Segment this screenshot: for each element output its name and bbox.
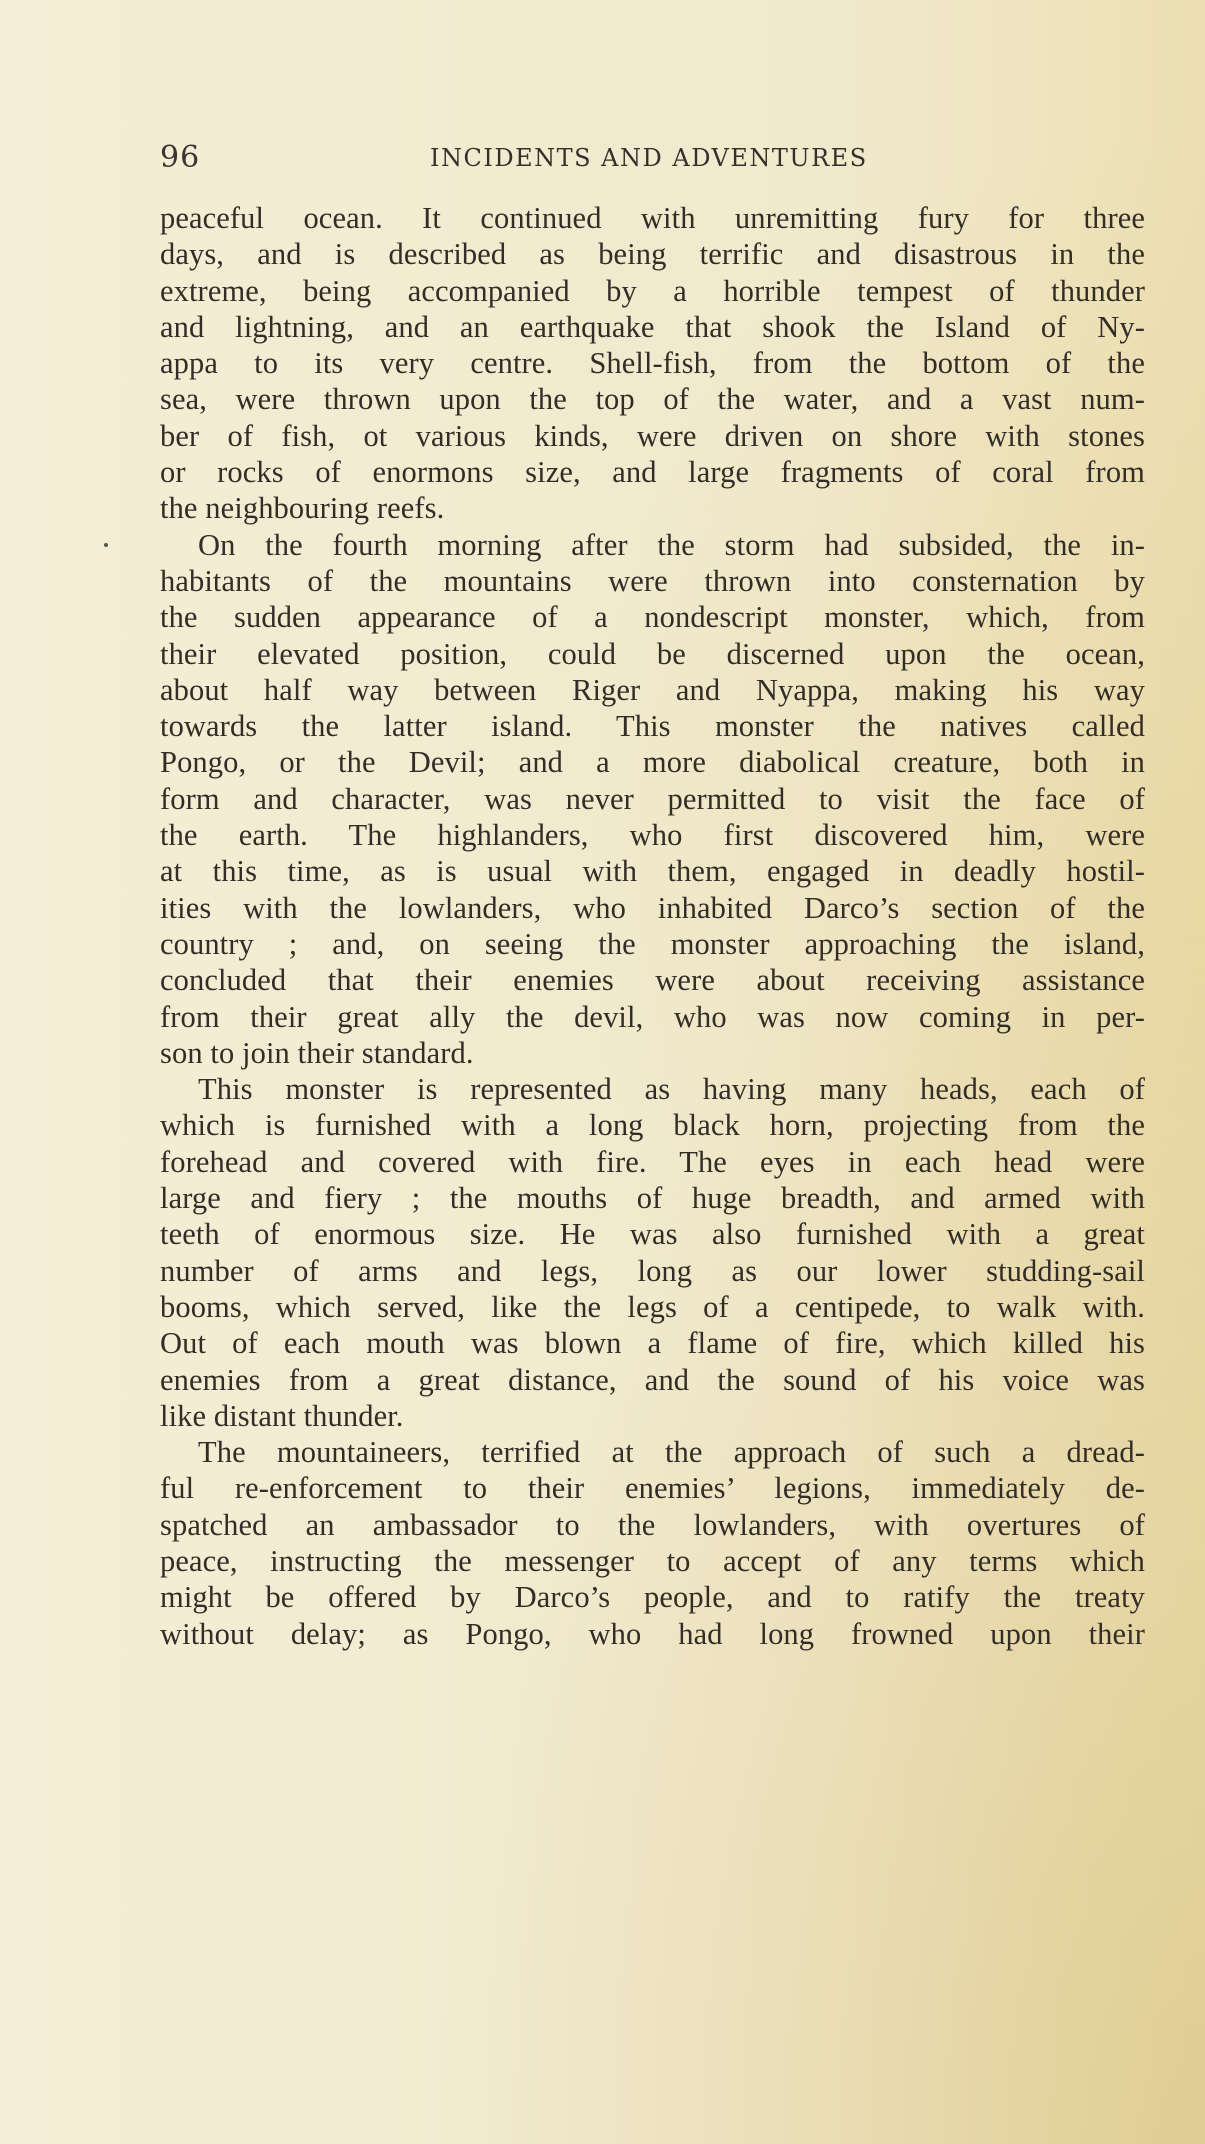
- text-line: which is furnished with a long black horn, projecting from the: [160, 1108, 1145, 1143]
- text-line: extreme, being accompanied by a horrible tempest of thunder: [160, 273, 1145, 308]
- text-line: like distant thunder.: [160, 1398, 404, 1433]
- text-line: at this time, as is usual with them, engaged in deadly hostil-: [160, 854, 1145, 889]
- text-line: the sudden appearance of a nondescript monster, which, from: [160, 600, 1145, 635]
- text-line: or rocks of enormons size, and large fragments of coral from: [160, 455, 1145, 490]
- margin-mark: [104, 543, 108, 547]
- text-line: ber of fish, ot various kinds, were driven on shore with stones: [160, 418, 1145, 453]
- text-line: without delay; as Pongo, who had long frowned upon their: [160, 1616, 1145, 1651]
- text-line: peace, instructing the messenger to accept of any terms which: [160, 1543, 1145, 1578]
- page-header: [160, 140, 1145, 180]
- text-line: ful re-enforcement to their enemies’ legions, immediately de-: [160, 1471, 1145, 1506]
- text-line: enemies from a great distance, and the sound of his voice was: [160, 1362, 1145, 1397]
- paragraph: [160, 200, 1145, 527]
- paragraph: [160, 1434, 1145, 1652]
- paragraph: [160, 527, 1145, 1071]
- text-line: ities with the lowlanders, who inhabited Darco’s section of the: [160, 890, 1145, 925]
- running-head: INCIDENTS AND ADVENTURES: [430, 144, 868, 172]
- text-line: towards the latter island. This monster the natives called: [160, 709, 1145, 744]
- text-line: about half way between Riger and Nyappa, making his way: [160, 672, 1145, 707]
- text-line: their elevated position, could be discerned upon the ocean,: [160, 636, 1145, 671]
- text-line: On the fourth morning after the storm had subsided, the in-: [198, 527, 1145, 562]
- text-line: number of arms and legs, long as our lower studding-sail: [160, 1253, 1145, 1288]
- text-line: country ; and, on seeing the monster approaching the island,: [160, 926, 1145, 961]
- text-line: sea, were thrown upon the top of the water, and a vast num-: [160, 382, 1145, 417]
- text-line: Out of each mouth was blown a flame of fire, which killed his: [160, 1326, 1145, 1361]
- text-line: son to join their standard.: [160, 1035, 474, 1070]
- paragraph: [160, 1071, 1145, 1434]
- text-line: peaceful ocean. It continued with unremitting fury for three: [160, 201, 1145, 235]
- text-line: teeth of enormous size. He was also furnished with a great: [160, 1217, 1145, 1252]
- page-number: 96: [160, 140, 201, 175]
- text-line: might be offered by Darco’s people, and to ratify the treaty: [160, 1580, 1145, 1615]
- text-line: Pongo, or the Devil; and a more diabolical creature, both in: [160, 745, 1145, 780]
- text-line: and lightning, and an earthquake that shook the Island of Ny-: [160, 309, 1145, 344]
- text-line: forehead and covered with fire. The eyes in each head were: [160, 1144, 1145, 1179]
- body-text: [160, 200, 1145, 1652]
- text-line: form and character, was never permitted to visit the face of: [160, 781, 1145, 816]
- text-line: habitants of the mountains were thrown into consternation by: [160, 563, 1145, 598]
- text-line: appa to its very centre. Shell-fish, from the bottom of the: [160, 346, 1145, 381]
- text-line: This monster is represented as having many heads, each of: [198, 1072, 1145, 1107]
- text-line: booms, which served, like the legs of a centipede, to walk with.: [160, 1289, 1145, 1324]
- text-line: The mountaineers, terrified at the approach of such a dread-: [198, 1435, 1145, 1470]
- text-line: from their great ally the devil, who was now coming in per-: [160, 999, 1145, 1034]
- text-line: spatched an ambassador to the lowlanders, with overtures of: [160, 1507, 1145, 1542]
- text-line: large and fiery ; the mouths of huge breadth, and armed with: [160, 1181, 1145, 1216]
- text-line: the neighbouring reefs.: [160, 491, 445, 526]
- text-line: days, and is described as being terrific and disastrous in the: [160, 237, 1145, 272]
- text-line: concluded that their enemies were about receiving assistance: [160, 963, 1145, 998]
- text-line: the earth. The highlanders, who first discovered him, were: [160, 818, 1145, 853]
